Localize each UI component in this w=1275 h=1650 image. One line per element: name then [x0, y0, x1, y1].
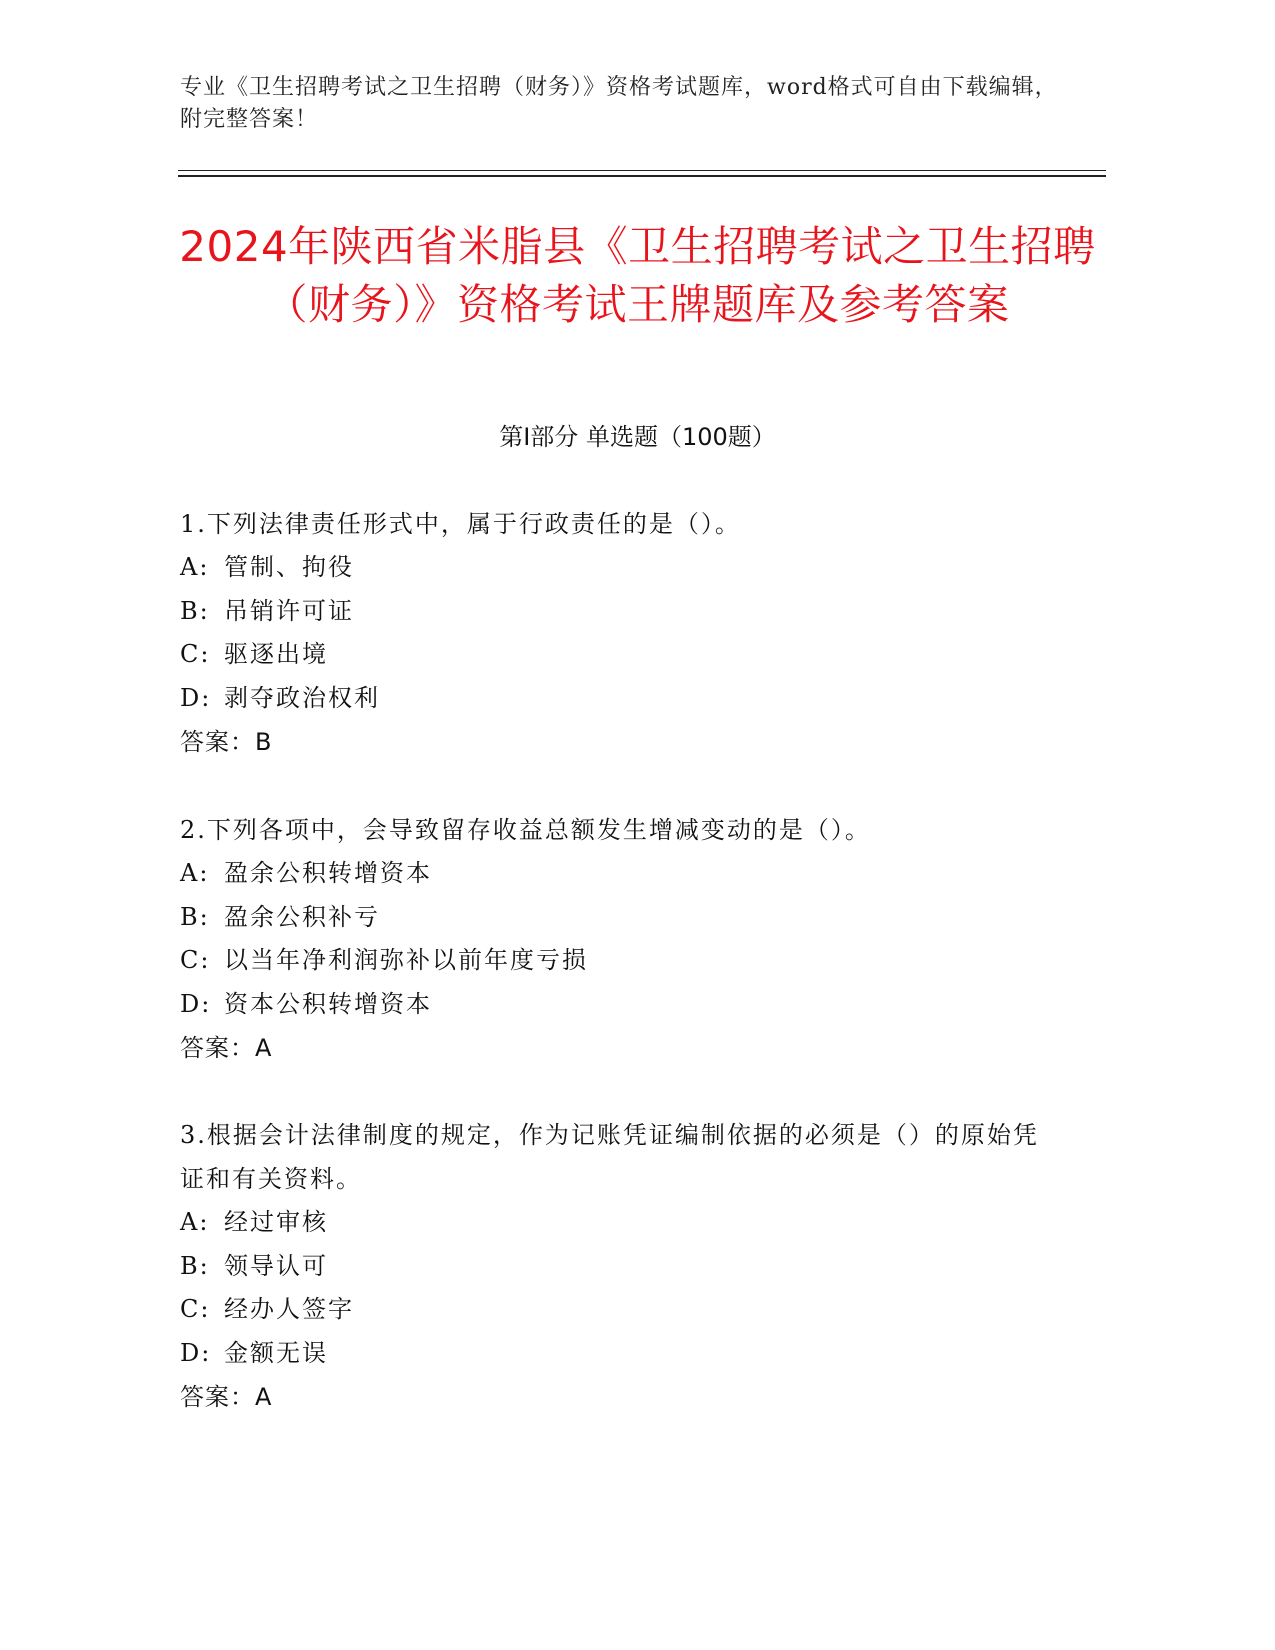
- document-title: 2024年陕西省米脂县《卫生招聘考试之卫生招聘（财务）》资格考试王牌题库及参考答案: [179, 222, 1096, 329]
- question-1: [180, 502, 1040, 764]
- option-text: 驱逐出境: [224, 640, 328, 668]
- option-d: [180, 677, 1040, 721]
- option-text: 以当年净利润弥补以前年度亏损: [224, 946, 588, 974]
- option-a: [180, 546, 1040, 590]
- option-d: [180, 1332, 1040, 1376]
- header-rule-thick: [178, 175, 1106, 177]
- question-stem: 3.根据会计法律制度的规定，作为记账凭证编制依据的必须是（）的原始凭证和有关资料。: [180, 1121, 1039, 1193]
- option-key: B:: [180, 596, 210, 625]
- question-2: [180, 808, 1040, 1070]
- option-c: [180, 1288, 1040, 1332]
- option-c: [180, 939, 1040, 983]
- option-key: A:: [180, 859, 210, 887]
- option-key: B:: [180, 1251, 210, 1280]
- option-text: 管制、拘役: [224, 553, 354, 581]
- option-key: D:: [180, 1338, 212, 1367]
- option-key: C:: [180, 1295, 211, 1323]
- option-text: 金额无误: [224, 1338, 328, 1367]
- option-key: A:: [180, 553, 210, 581]
- option-key: C:: [180, 946, 211, 974]
- option-d: [180, 983, 1040, 1027]
- option-text: 资本公积转增资本: [224, 989, 432, 1018]
- header-note: 专业《卫生招聘考试之卫生招聘（财务）》资格考试题库，word格式可自由下载编辑，附完整答案！: [180, 75, 1058, 132]
- section-title: 第Ⅰ部分 单选题（100题）: [499, 423, 776, 451]
- option-text: 吊销许可证: [224, 596, 354, 625]
- option-key: B:: [180, 902, 210, 931]
- option-c: [180, 633, 1040, 677]
- option-key: D:: [180, 989, 212, 1018]
- option-text: 领导认可: [224, 1251, 328, 1280]
- option-key: D:: [180, 683, 212, 712]
- option-b: [180, 1245, 1040, 1289]
- question-stem: 2.下列各项中，会导致留存收益总额发生增减变动的是（）。: [180, 816, 871, 844]
- header-rule-thin: [178, 170, 1106, 171]
- option-b: [180, 896, 1040, 940]
- option-text: 经办人签字: [224, 1295, 354, 1323]
- option-text: 盈余公积补亏: [224, 902, 380, 931]
- option-key: C:: [180, 640, 211, 668]
- option-text: 经过审核: [224, 1208, 328, 1236]
- option-key: A:: [180, 1208, 210, 1236]
- answer: 答案：B: [180, 728, 273, 756]
- option-a: [180, 1201, 1040, 1245]
- answer: 答案：A: [180, 1383, 273, 1411]
- option-text: 盈余公积转增资本: [224, 859, 432, 887]
- answer: 答案：A: [180, 1034, 273, 1062]
- question-3: [180, 1113, 1040, 1419]
- option-text: 剥夺政治权利: [224, 683, 380, 712]
- option-b: [180, 590, 1040, 634]
- option-a: [180, 852, 1040, 896]
- question-stem: 1.下列法律责任形式中，属于行政责任的是（）。: [180, 510, 741, 538]
